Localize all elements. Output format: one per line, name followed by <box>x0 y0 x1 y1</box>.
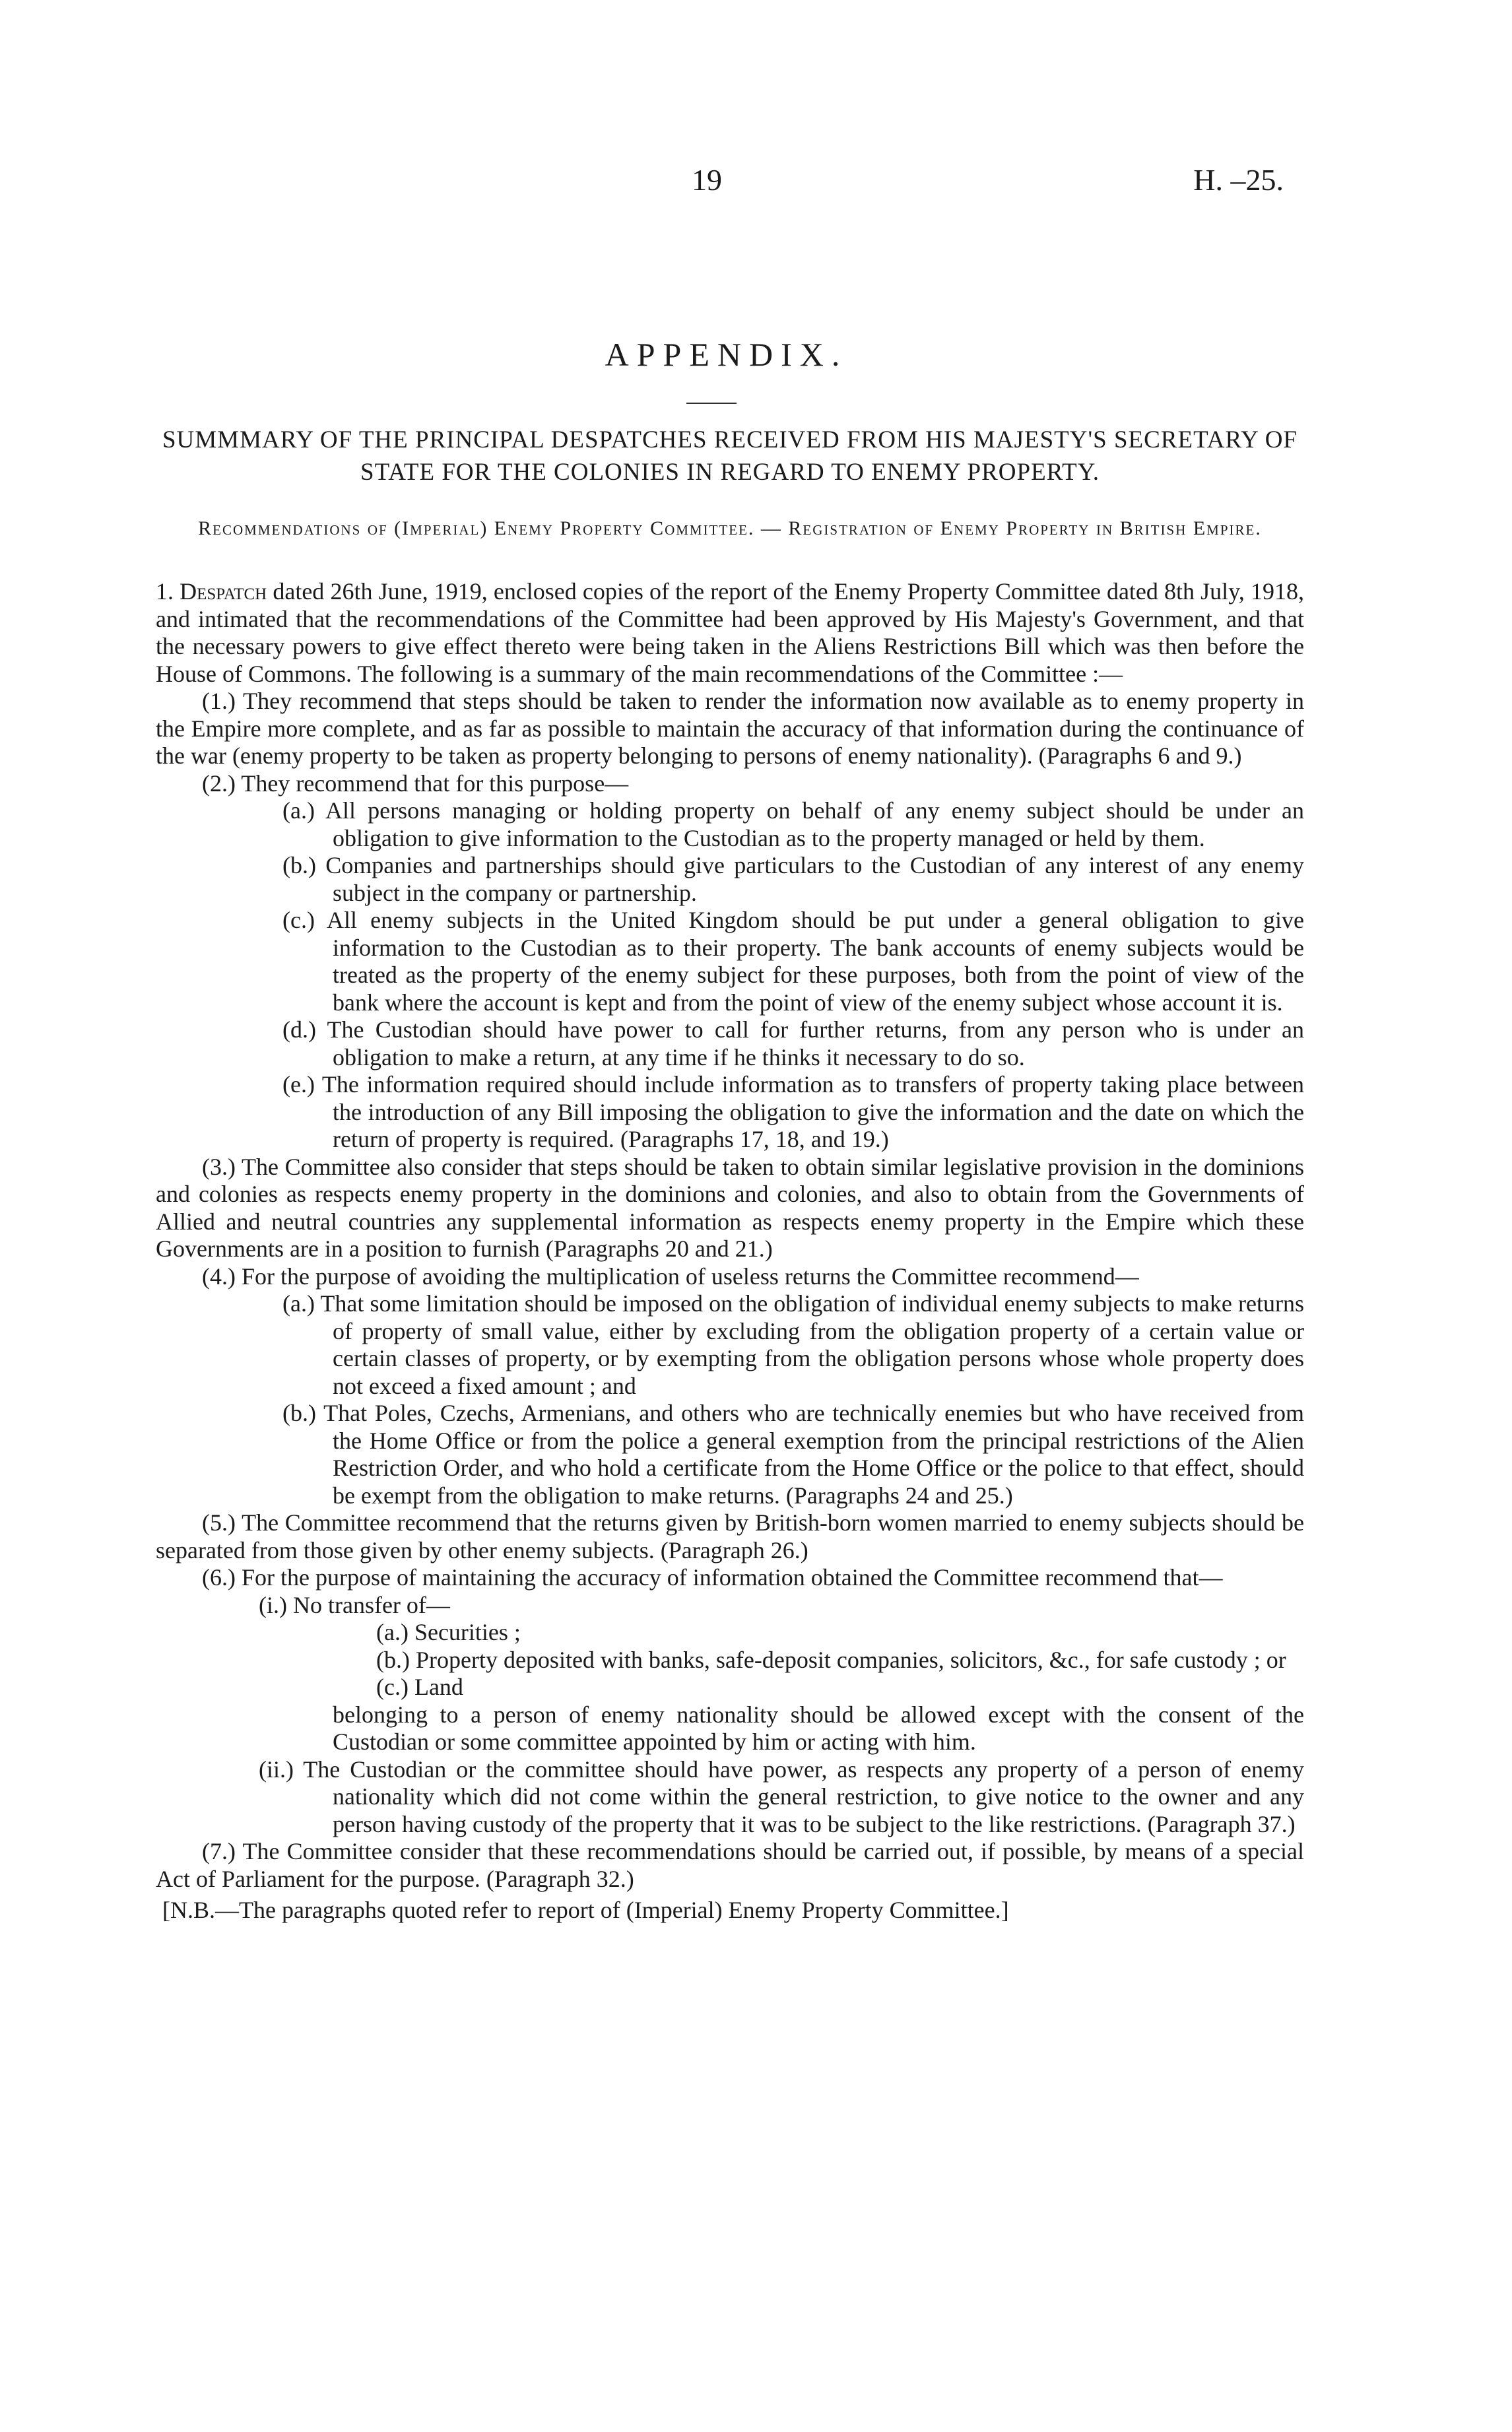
appendix-title: APPENDIX. <box>605 336 848 373</box>
recommendation-6i-continuation: belonging to a person of enemy nationality should be allowed except with the consent of the Custodian or some committee appointed by him or acting with him. <box>333 1701 1304 1755</box>
recommendation-4b: (b.) That Poles, Czechs, Armenians, and others who are technically enemies but who have received from the Home Office or from the police a general exemption from the principal restrictions of the Alien Restriction Order, and who hold a certificate from the Home Office or the police to that effect, should be exempt from the obligation to make returns. (Paragraphs 24 and 25.) <box>282 1400 1304 1509</box>
recommendation-2e: (e.) The information required should include information as to transfers of property taking place between the introduction of any Bill imposing the obligation to give the information and the date on which the return of property is required. (Paragraphs 17, 18, and 19.) <box>282 1071 1304 1152</box>
recommendation-5: (5.) The Committee recommend that the returns given by British-born women married to enemy subjects should be separated from those given by other enemy subjects. (Paragraph 26.) <box>156 1509 1304 1563</box>
recommendation-6ii: (ii.) The Custodian or the committee should have power, as respects any property of a person of enemy nationality which did not come within the general restriction, to give notice to the owner and any person having custody of the property that it was to be subject to the like restrictions. (Paragraph 37.) <box>259 1756 1304 1837</box>
recommendation-6i: (i.) No transfer of— <box>259 1591 450 1618</box>
summary-heading: SUMMMARY OF THE PRINCIPAL DESPATCHES RECEIVED FROM HIS MAJESTY'S SECRETARY OF STATE FOR THE COLONIES IN REGARD TO ENEMY PROPERTY. <box>162 426 1298 486</box>
recommendation-6i-c: (c.) Land <box>376 1674 463 1700</box>
paragraph-1-lead: 1. Despatch <box>156 578 267 605</box>
recommendation-3: (3.) The Committee also consider that steps should be taken to obtain similar legislative provision in the dominions and colonies as respects enemy property in the dominions and colonies, and also to obtain from the Governments of Allied and neutral countries any supplemental information as respects enemy property in the Empire which these Governments are in a position to furnish (Paragraphs 20 and 21.) <box>156 1153 1304 1262</box>
paragraph-1 <box>156 578 1304 688</box>
page-number: 19 <box>692 163 722 197</box>
document-reference: H. –25. <box>1193 163 1284 197</box>
recommendation-6i-a: (a.) Securities ; <box>376 1619 521 1645</box>
recommendation-4a: (a.) That some limitation should be imposed on the obligation of individual enemy subjects to make returns of property of small value, either by excluding from the obligation property of a certain value or certain classes of property, or by exempting from the obligation persons whose whole property does not exceed a fixed amount ; and <box>282 1290 1304 1399</box>
recommendation-2c: (c.) All enemy subjects in the United Kingdom should be put under a general obligation to give information to the Custodian as to their property. The bank accounts of enemy subjects would be treated as the property of the enemy subject for these purposes, both from the point of view of the bank where the account is kept and from the point of view of the enemy subject whose account it is. <box>282 907 1304 1016</box>
recommendation-2a: (a.) All persons managing or holding property on behalf of any enemy subject should be under an obligation to give information to the Custodian as to the property managed or held by them. <box>282 797 1304 851</box>
recommendation-1: (1.) They recommend that steps should be taken to render the information now available as to enemy property in the Empire more complete, and as far as possible to maintain the accuracy of that information during the continuance of the war (enemy property to be taken as property belonging to persons of enemy nationality). (Paragraphs 6 and 9.) <box>156 688 1304 769</box>
title-rule <box>686 403 737 404</box>
section-subheading: Recommendations of (Imperial) Enemy Property Committee. — Registration of Enemy Property in British Empire. <box>198 517 1262 539</box>
recommendation-6i-b: (b.) Property deposited with banks, safe-deposit companies, solicitors, &c., for safe custody ; or <box>376 1646 1286 1673</box>
paragraph-1-text: dated 26th June, 1919, enclosed copies of the report of the Enemy Property Committee dated 8th July, 1918, and intimated that the recommendations of the Committee had been approved by His Majesty's Government, and that the necessary powers to give effect thereto were being taken in the Aliens Restrictions Bill which was then before the House of Commons. The following is a summary of the main recommendations of the Committee :— <box>156 578 1304 687</box>
recommendation-6: (6.) For the purpose of maintaining the accuracy of information obtained the Committee recommend that— <box>202 1564 1223 1591</box>
recommendation-7: (7.) The Committee consider that these recommendations should be carried out, if possible, by means of a special Act of Parliament for the purpose. (Paragraph 32.) <box>156 1838 1304 1892</box>
recommendation-4: (4.) For the purpose of avoiding the multiplication of useless returns the Committee recommend— <box>202 1263 1139 1290</box>
document-body <box>156 578 1304 1924</box>
recommendation-2b: (b.) Companies and partnerships should give particulars to the Custodian of any interest of any enemy subject in the company or partnership. <box>282 852 1304 906</box>
recommendation-2d: (d.) The Custodian should have power to call for further returns, from any person who is under an obligation to make a return, at any time if he thinks it necessary to do so. <box>282 1016 1304 1070</box>
recommendation-2: (2.) They recommend that for this purpose— <box>202 770 629 797</box>
nota-bene: [N.B.—The paragraphs quoted refer to report of (Imperial) Enemy Property Committee.] <box>162 1897 1009 1923</box>
